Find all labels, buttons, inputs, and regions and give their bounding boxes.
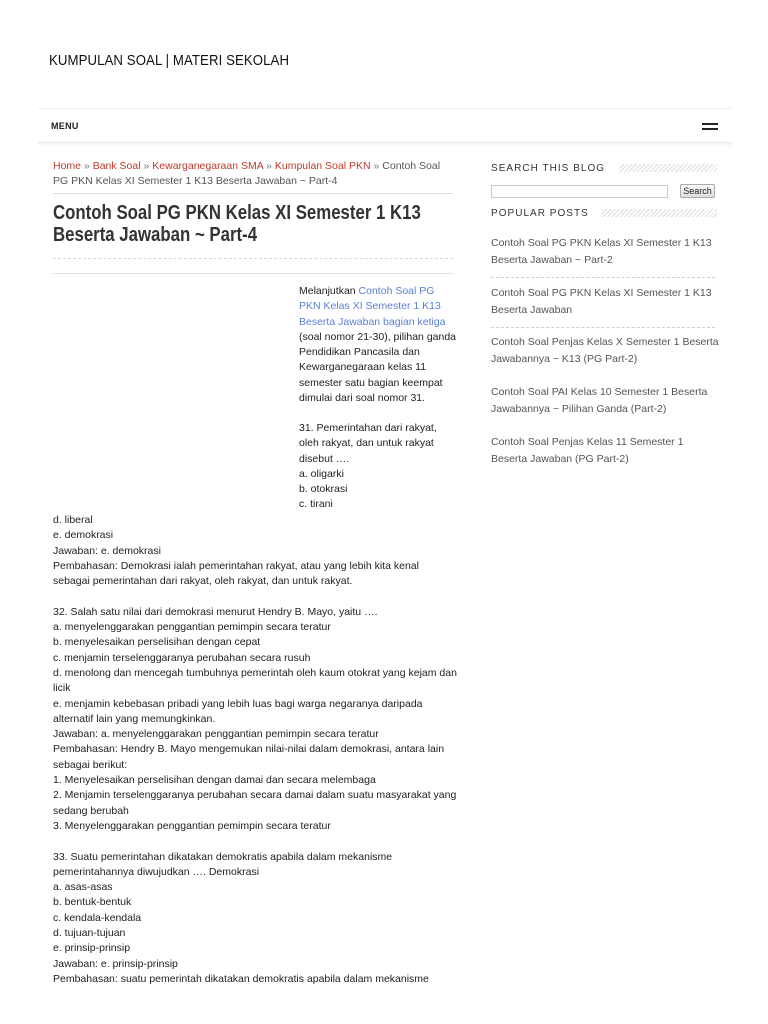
popular-post-item[interactable]: Contoh Soal PAI Kelas 10 Semester 1 Beserta Jawabannya ~ Pilihan Ganda (Part-2) — [491, 386, 708, 415]
popular-post-divider — [491, 277, 715, 278]
search-heading: SEARCH THIS BLOG — [491, 162, 717, 174]
question-line: a. asas-asas — [53, 881, 113, 894]
question-line: a. menyelenggarakan penggantian pemimpin secara teratur — [53, 621, 331, 634]
search-button[interactable]: Search — [680, 184, 715, 198]
question-line: 31. Pemerintahan dari rakyat, oleh rakyat, dan untuk rakyat disebut …. — [299, 422, 437, 465]
breadcrumb-current: Contoh Soal PG PKN Kelas XI Semester 1 K13 Beserta Jawaban ~ Part-4 — [53, 160, 441, 187]
question-line: Pembahasan: Hendry B. Mayo mengemukan nilai-nilai dalam demokrasi, antara lain sebagai berikut: — [53, 743, 445, 771]
heading-stripe — [602, 209, 717, 217]
title-divider — [53, 258, 453, 259]
question-line: e. prinsip-prinsip — [53, 942, 131, 955]
popular-post-item[interactable]: Contoh Soal Penjas Kelas X Semester 1 Beserta Jawabannya ~ K13 (PG Part-2) — [491, 336, 719, 365]
intro-link[interactable]: Contoh Soal PG PKN Kelas XI Semester 1 K13 Beserta Jawaban bagian ketiga — [299, 285, 446, 328]
question-block — [53, 605, 458, 834]
question-line: a. oligarki — [299, 467, 344, 480]
post-body — [53, 513, 458, 1003]
question-line: c. menjamin terselenggaranya perubahan secara rusuh — [53, 651, 311, 664]
nav-shadow — [38, 143, 732, 147]
popular-post-divider — [491, 327, 715, 328]
question-line: e. menjamin kebebasan pribadi yang lebih luas bagi warga negaranya daripada alternatif lain yang memungkinkan. — [53, 697, 423, 725]
question-line: b. bentuk-bentuk — [53, 896, 132, 909]
breadcrumb — [53, 159, 453, 189]
site-title[interactable]: KUMPULAN SOAL | MATERI SEKOLAH — [49, 52, 290, 69]
question-line: d. menolong dan mencegah tumbuhnya pemerintah oleh kaum otokrat yang kejam dan licik — [53, 666, 457, 695]
search-input[interactable] — [491, 185, 668, 198]
hamburger-menu-icon[interactable] — [702, 123, 718, 131]
question-line: e. demokrasi — [53, 529, 114, 542]
question-line: Pembahasan: suatu pemerintah dikatakan demokratis apabila dalam mekanisme — [53, 972, 429, 985]
content-divider — [53, 273, 453, 274]
heading-stripe — [619, 164, 717, 172]
question-line: 32. Salah satu nilai dari demokrasi menurut Hendry B. Mayo, yaitu …. — [53, 605, 378, 618]
question-line: c. kendala-kendala — [53, 911, 142, 924]
popular-post-item[interactable]: Contoh Soal PG PKN Kelas XI Semester 1 K13 Beserta Jawaban — [491, 287, 712, 316]
question-line: Jawaban: e. prinsip-prinsip — [53, 957, 178, 970]
popular-post-item[interactable]: Contoh Soal PG PKN Kelas XI Semester 1 K13 Beserta Jawaban ~ Part-2 — [491, 237, 712, 266]
post-intro: Melanjutkan Contoh Soal PG PKN Kelas XI Semester 1 K13 Beserta Jawaban bagian ketiga (soal nomor 21-30), pilihan ganda Pendidikan Pancasila dan Kewarganegaraan kelas 11 semester satu bagian keempat dimulai dari soal nomor 31. — [299, 285, 457, 405]
question-line: Jawaban: e. demokrasi — [53, 544, 161, 557]
question-line: 2. Menjamin terselenggaranya perubahan secara damai dalam suatu masyarakat yang sedang berubah — [53, 789, 457, 817]
navbar — [38, 109, 732, 143]
popular-post-item[interactable]: Contoh Soal Penjas Kelas 11 Semester 1 Beserta Jawaban (PG Part-2) — [491, 436, 684, 465]
breadcrumb-kewarganegaraan[interactable]: Kewarganegaraan SMA — [152, 160, 264, 172]
question-line: Pembahasan: Demokrasi ialah pemerintahan rakyat, atau yang lebih kita kenal sebagai pemerintahan dari rakyat, oleh rakyat, dan untuk rakyat. — [53, 559, 419, 588]
breadcrumb-separator: » — [266, 160, 272, 172]
breadcrumb-home[interactable]: Home — [53, 160, 82, 172]
breadcrumb-bank-soal[interactable]: Bank Soal — [92, 160, 141, 172]
question-line: b. otokrasi — [299, 483, 348, 496]
popular-posts-heading: POPULAR POSTS — [491, 207, 717, 219]
question-line: 1. Menyelesaikan perselisihan dengan damai dan secara melembaga — [53, 774, 376, 787]
menu-label[interactable]: MENU — [51, 121, 79, 131]
question-31 — [299, 421, 457, 513]
question-line: b. menyelesaikan perselisihan dengan cepat — [53, 636, 261, 649]
question-block — [53, 513, 458, 589]
question-line: d. tujuan-tujuan — [53, 927, 126, 940]
breadcrumb-separator: » — [373, 160, 380, 172]
breadcrumb-separator: » — [143, 160, 150, 172]
question-line: 3. Menyelenggarakan penggantian pemimpin secara teratur — [53, 819, 331, 832]
post-title: Contoh Soal PG PKN Kelas XI Semester 1 K13 Beserta Jawaban ~ Part-4 — [53, 202, 421, 246]
question-line: 33. Suatu pemerintahan dikatakan demokratis apabila dalam mekanisme pemerintahannya diwujudkan …. Demokrasi — [53, 850, 393, 878]
question-line: c. tirani — [299, 498, 333, 511]
breadcrumb-kumpulan-soal[interactable]: Kumpulan Soal PKN — [274, 160, 371, 172]
question-block — [53, 850, 458, 988]
breadcrumb-divider — [53, 193, 453, 194]
question-line: Jawaban: a. menyelenggarakan penggantian pemimpin secara teratur — [53, 728, 379, 741]
breadcrumb-separator: » — [83, 160, 90, 172]
question-line: d. liberal — [53, 514, 93, 526]
